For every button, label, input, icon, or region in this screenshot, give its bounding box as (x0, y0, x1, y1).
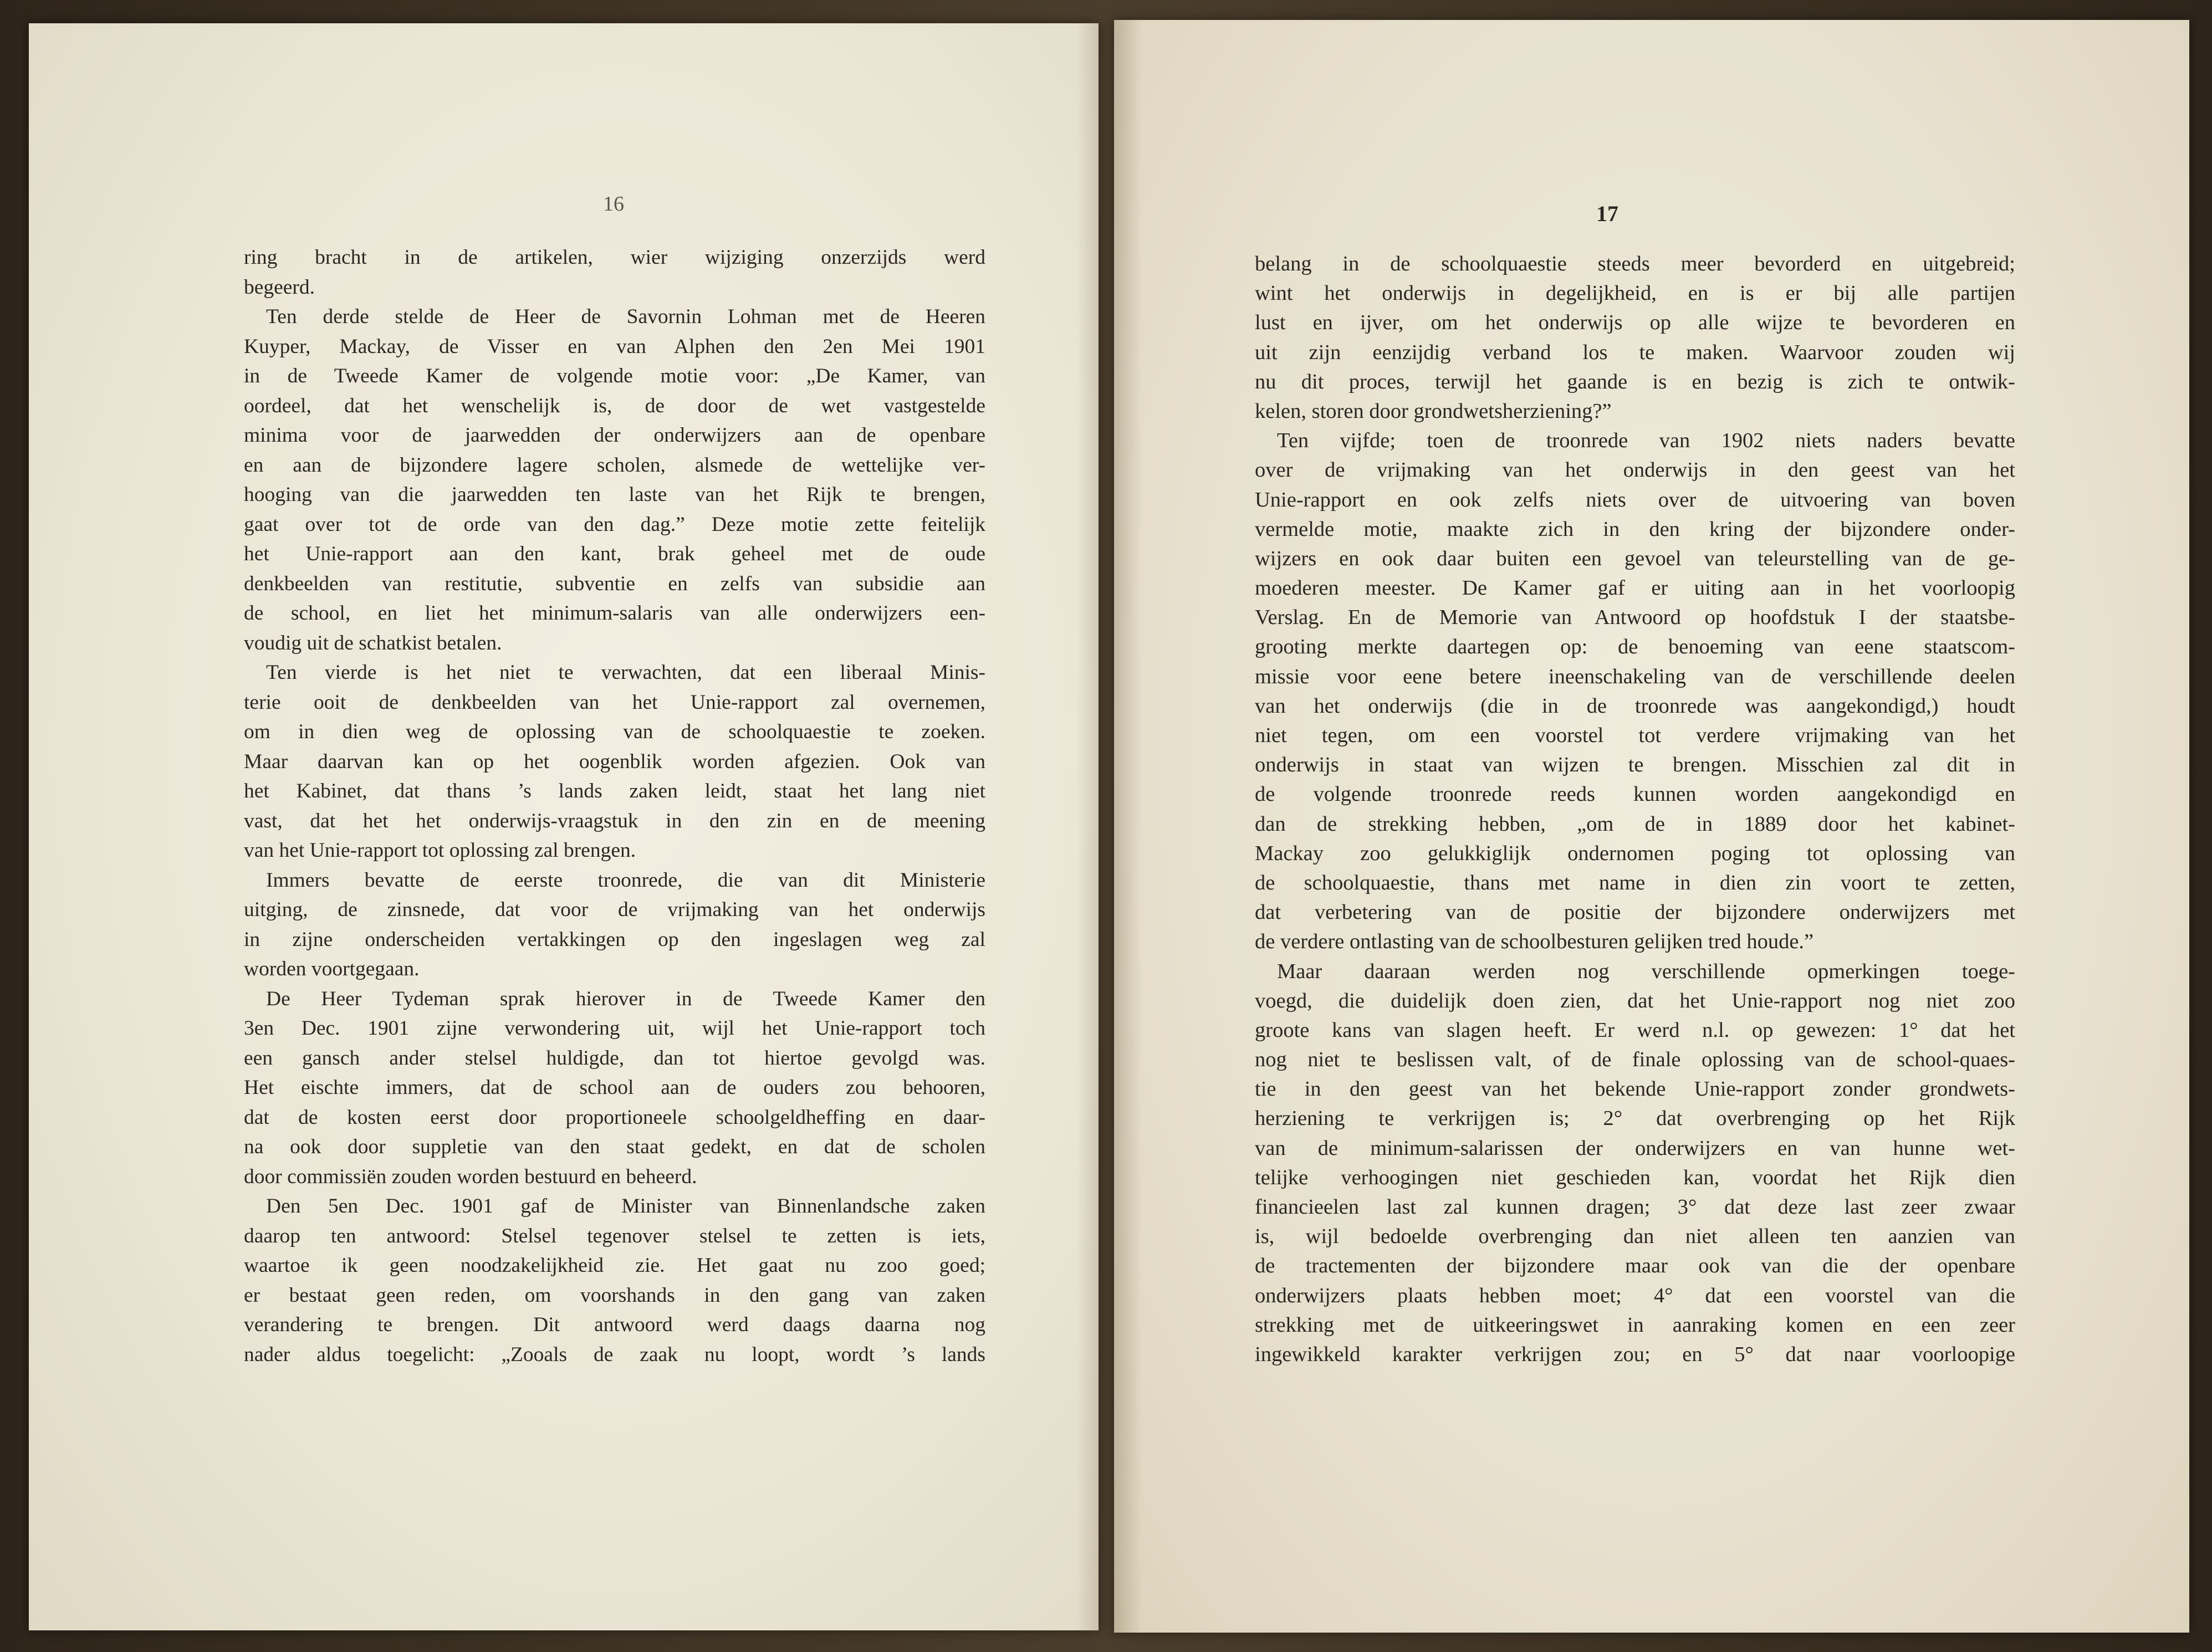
text-line: nader aldus toegelicht: „Zooals de zaak nu loopt, wordt ’s lands (244, 1343, 985, 1366)
text-line: daarop ten antwoord: Stelsel tegenover stelsel te zetten is iets, (244, 1224, 985, 1247)
text-line: Den 5en Dec. 1901 gaf de Minister van Binnenlandsche zaken (266, 1195, 985, 1218)
page-number: 16 (603, 192, 624, 216)
text-line: Maar daaraan werden nog verschillende opmerkingen toege- (1277, 959, 2015, 983)
text-line: Maar daarvan kan op het oogenblik worden afgezien. Ook van (244, 750, 985, 773)
text-line: herziening te verkrijgen is; 2° dat overbrenging op het Rijk (1255, 1107, 2015, 1131)
text-line: waartoe ik geen noodzakelijkheid zie. Het gaat nu zoo goed; (244, 1254, 985, 1277)
text-line: voegd, die duidelijk doen zien, dat het Unie-rapport nog niet zoo (1255, 989, 2015, 1012)
text-line: De Heer Tydeman sprak hierover in de Tweede Kamer den (266, 987, 985, 1010)
text-line: van het onderwijs (die in de troonrede was aangekondigd,) houdt (1255, 694, 2015, 718)
text-line: denkbeelden van restitutie, subventie en zelfs van subsidie aan (244, 572, 985, 595)
text-line: en aan de bijzondere lagere scholen, alsmede de wettelijke ver- (244, 453, 985, 477)
text-line: door commissiën zouden worden bestuurd en beheerd. (244, 1165, 697, 1188)
text-line: kelen, storen door grondwetsherziening?” (1255, 399, 1612, 423)
text-line: wint het onderwijs in degelijkheid, en is er bij alle partijen (1255, 282, 2015, 305)
text-line: een gansch ander stelsel huldigde, dan tot hiertoe gevolgd was. (244, 1046, 985, 1070)
text-line: dat de kosten eerst door proportioneele schoolgeldheffing en daar- (244, 1106, 985, 1129)
text-line: belang in de schoolquaestie steeds meer bevorderd en uitgebreid; (1255, 252, 2015, 275)
text-line: het Unie-rapport aan den kant, brak geheel met de oude (244, 543, 985, 565)
text-line: grooting merkte daartegen op: de benoeming van eene staatscom- (1255, 635, 2015, 659)
text-line: niet tegen, om een voorstel tot verdere vrijmaking van het (1255, 724, 2015, 747)
text-line: dat verbetering van de positie der bijzondere onderwijzers met (1255, 901, 2015, 924)
text-line: terie ooit de denkbeelden van het Unie-rapport zal overnemen, (244, 691, 985, 714)
text-line: vast, dat het het onderwijs-vraagstuk in den zin en de meening (244, 809, 985, 832)
text-line: lust en ijver, om het onderwijs op alle wijze te bevorderen en (1255, 311, 2015, 335)
text-line: over de vrijmaking van het onderwijs in den geest van het (1255, 458, 2015, 482)
text-line: hooging van die jaarwedden ten laste van het Rijk te brengen, (244, 483, 985, 506)
text-line: van de minimum-salarissen der onderwijzers en van hunne wet- (1255, 1136, 2015, 1160)
right-page (1114, 20, 2189, 1633)
page-text (244, 243, 985, 1369)
text-line: de volgende troonrede reeds kunnen worden aangekondigd en (1255, 782, 2015, 806)
text-line: Kuyper, Mackay, de Visser en van Alphen den 2en Mei 1901 (244, 335, 985, 358)
page-number: 17 (1596, 201, 1618, 226)
text-line: verandering te brengen. Dit antwoord werd daags daarna nog (244, 1313, 985, 1336)
left-page (29, 23, 1099, 1630)
text-line: er bestaat geen reden, om voorshands in den gang van zaken (244, 1283, 985, 1307)
text-line: groote kans van slagen heeft. Er werd n.l. op gewezen: 1° dat het (1255, 1018, 2015, 1042)
text-line: vermelde motie, maakte zich in den kring der bijzondere onder- (1255, 517, 2015, 541)
text-line: in zijne onderscheiden vertakkingen op den ingeslagen weg zal (244, 928, 985, 951)
text-line: uit zijn eenzijdig verband los te maken. Waarvoor zouden wij (1255, 340, 2015, 364)
text-line: Ten derde stelde de Heer de Savornin Lohman met de Heeren (266, 305, 985, 328)
text-line: Mackay zoo gelukkiglijk ondernomen poging tot oplossing van (1255, 841, 2015, 865)
text-line: begeerd. (244, 275, 315, 299)
text-line: onderwijs in staat van wijzen te brengen. Misschien zal dit in (1255, 753, 2015, 777)
text-line: gaat over tot de orde van den dag.” Deze motie zette feitelijk (244, 513, 985, 536)
text-line: Verslag. En de Memorie van Antwoord op hoofdstuk I der staatsbe- (1255, 606, 2015, 630)
text-line: is, wijl bedoelde overbrenging dan niet alleen ten aanzien van (1255, 1225, 2015, 1249)
text-line: minima voor de jaarwedden der onderwijzers aan de openbare (244, 424, 985, 447)
text-line: nu dit proces, terwijl het gaande is en bezig is zich te ontwik- (1255, 370, 2015, 393)
text-line: na ook door suppletie van den staat gedekt, en dat de scholen (244, 1136, 985, 1158)
text-line: Unie-rapport en ook zelfs niets over de uitvoering van boven (1255, 488, 2015, 512)
text-line: dan de strekking hebben, „om de in 1889 door het kabinet- (1255, 812, 2015, 836)
text-line: Ten vijfde; toen de troonrede van 1902 niets naders bevatte (1277, 429, 2015, 453)
text-line: van het Unie-rapport tot oplossing zal brengen. (244, 839, 636, 862)
text-line: in de Tweede Kamer de volgende motie voor: „De Kamer, van (244, 365, 985, 387)
text-line: de verdere ontlasting van de schoolbesturen gelijken tred houde.” (1255, 930, 1814, 954)
text-line: het Kabinet, dat thans ’s lands zaken leidt, staat het lang niet (244, 780, 985, 802)
text-line: Het eischte immers, dat de school aan de ouders zou behooren, (244, 1076, 985, 1099)
text-line: strekking met de uitkeeringswet in aanraking komen en een zeer (1255, 1313, 2015, 1337)
text-line: wijzers en ook daar buiten een gevoel van teleurstelling van de ge- (1255, 546, 2015, 570)
text-line: missie voor eene betere ineenschakeling van de verschillende deelen (1255, 664, 2015, 688)
text-line: ring bracht in de artikelen, wier wijziging onzerzijds werd (244, 246, 985, 269)
text-line: de schoolquaestie, thans met name in dien zin voort te zetten, (1255, 871, 2015, 894)
text-line: Immers bevatte de eerste troonrede, die van dit Ministerie (266, 868, 985, 892)
text-line: ingewikkeld karakter verkrijgen zou; en 5° dat naar voorloopige (1255, 1342, 2015, 1366)
gutter-shadow (1114, 20, 1142, 1633)
text-line: onderwijzers plaats hebben moet; 4° dat een voorstel van die (1255, 1283, 2015, 1307)
text-line: telijke verhoogingen niet geschieden kan, voordat het Rijk dien (1255, 1165, 2015, 1189)
text-line: voudig uit de schatkist betalen. (244, 631, 502, 654)
text-line: nog niet te beslissen valt, of de finale oplossing van de school-quaes- (1255, 1048, 2015, 1072)
page-text (1255, 249, 2015, 1369)
text-line: 3en Dec. 1901 zijne verwondering uit, wijl het Unie-rapport toch (244, 1017, 985, 1040)
text-line: moederen meester. De Kamer gaf er uiting aan in het voorloopig (1255, 576, 2015, 600)
gutter-shadow (1076, 23, 1099, 1630)
text-line: oordeel, dat het wenschelijk is, de door de wet vastgestelde (244, 394, 985, 417)
text-line: financieelen last zal kunnen dragen; 3° dat deze last zeer zwaar (1255, 1195, 2015, 1219)
text-line: worden voortgegaan. (244, 958, 420, 980)
text-line: Ten vierde is het niet te verwachten, dat een liberaal Minis- (266, 661, 985, 684)
text-line: de school, en liet het minimum-salaris van alle onderwijzers een- (244, 602, 985, 625)
text-line: de tractementen der bijzondere maar ook van die der openbare (1255, 1254, 2015, 1278)
text-line: om in dien weg de oplossing van de schoolquaestie te zoeken. (244, 720, 985, 743)
text-line: tie in den geest van het bekende Unie-rapport zonder grondwets- (1255, 1077, 2015, 1101)
text-line: uitging, de zinsnede, dat voor de vrijmaking van het onderwijs (244, 898, 985, 921)
